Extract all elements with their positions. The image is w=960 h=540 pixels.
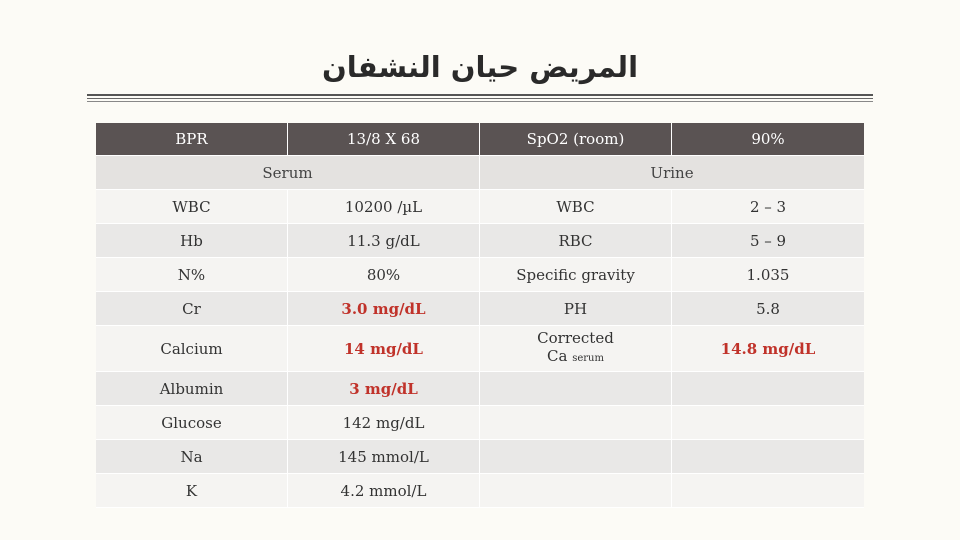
urine-value: 2 – 3 bbox=[672, 190, 864, 224]
empty-cell bbox=[480, 406, 672, 440]
serum-value: 11.3 g/dL bbox=[288, 224, 480, 258]
table-row bbox=[96, 474, 864, 508]
serum-value-abnormal: 3.0 mg/dL bbox=[288, 292, 480, 326]
serum-label: Glucose bbox=[96, 406, 288, 440]
corrected-ca-subscript: serum bbox=[572, 353, 604, 364]
table-row bbox=[96, 440, 864, 474]
urine-label: PH bbox=[480, 292, 672, 326]
serum-value: 142 mg/dL bbox=[288, 406, 480, 440]
serum-value: 10200 /µL bbox=[288, 190, 480, 224]
serum-label: N% bbox=[96, 258, 288, 292]
slide-title: المريض حيان النشفان bbox=[321, 50, 639, 84]
spo2-label: SpO2 (room) bbox=[480, 123, 672, 156]
table-row bbox=[96, 190, 864, 224]
urine-label: Specific gravity bbox=[480, 258, 672, 292]
corrected-ca-line1: Corrected bbox=[537, 329, 614, 347]
serum-label: Calcium bbox=[96, 326, 288, 372]
table-row bbox=[96, 292, 864, 326]
serum-label: Cr bbox=[96, 292, 288, 326]
spo2-value: 90% bbox=[672, 123, 864, 156]
serum-label: K bbox=[96, 474, 288, 508]
urine-label: RBC bbox=[480, 224, 672, 258]
empty-cell bbox=[480, 474, 672, 508]
serum-value: 145 mmol/L bbox=[288, 440, 480, 474]
urine-value: 5.8 bbox=[672, 292, 864, 326]
title-divider bbox=[87, 101, 873, 102]
section-header-row bbox=[96, 156, 864, 190]
urine-value: 5 – 9 bbox=[672, 224, 864, 258]
corrected-ca-value: 14.8 mg/dL bbox=[672, 326, 864, 372]
table-row bbox=[96, 406, 864, 440]
urine-value: 1.035 bbox=[672, 258, 864, 292]
serum-value: 80% bbox=[288, 258, 480, 292]
empty-cell bbox=[672, 440, 864, 474]
serum-value: 4.2 mmol/L bbox=[288, 474, 480, 508]
serum-value-abnormal: 3 mg/dL bbox=[288, 372, 480, 406]
bpr-value: 13/8 X 68 bbox=[288, 123, 480, 156]
serum-section-label: Serum bbox=[96, 156, 480, 190]
serum-value-abnormal: 14 mg/dL bbox=[288, 326, 480, 372]
serum-label: Na bbox=[96, 440, 288, 474]
table-row bbox=[96, 326, 864, 372]
urine-section-label: Urine bbox=[480, 156, 864, 190]
serum-label: WBC bbox=[96, 190, 288, 224]
corrected-ca-label bbox=[480, 326, 672, 372]
empty-cell bbox=[480, 372, 672, 406]
empty-cell bbox=[672, 372, 864, 406]
lab-results-table bbox=[96, 123, 864, 508]
empty-cell bbox=[480, 440, 672, 474]
empty-cell bbox=[672, 406, 864, 440]
corrected-ca-line2: Ca bbox=[547, 347, 568, 365]
urine-label: WBC bbox=[480, 190, 672, 224]
serum-label: Albumin bbox=[96, 372, 288, 406]
empty-cell bbox=[672, 474, 864, 508]
title-divider bbox=[87, 94, 873, 96]
table-row bbox=[96, 224, 864, 258]
title-divider bbox=[87, 98, 873, 99]
table-row bbox=[96, 258, 864, 292]
bpr-label: BPR bbox=[96, 123, 288, 156]
vitals-header-row bbox=[96, 123, 864, 156]
table-row bbox=[96, 372, 864, 406]
serum-label: Hb bbox=[96, 224, 288, 258]
